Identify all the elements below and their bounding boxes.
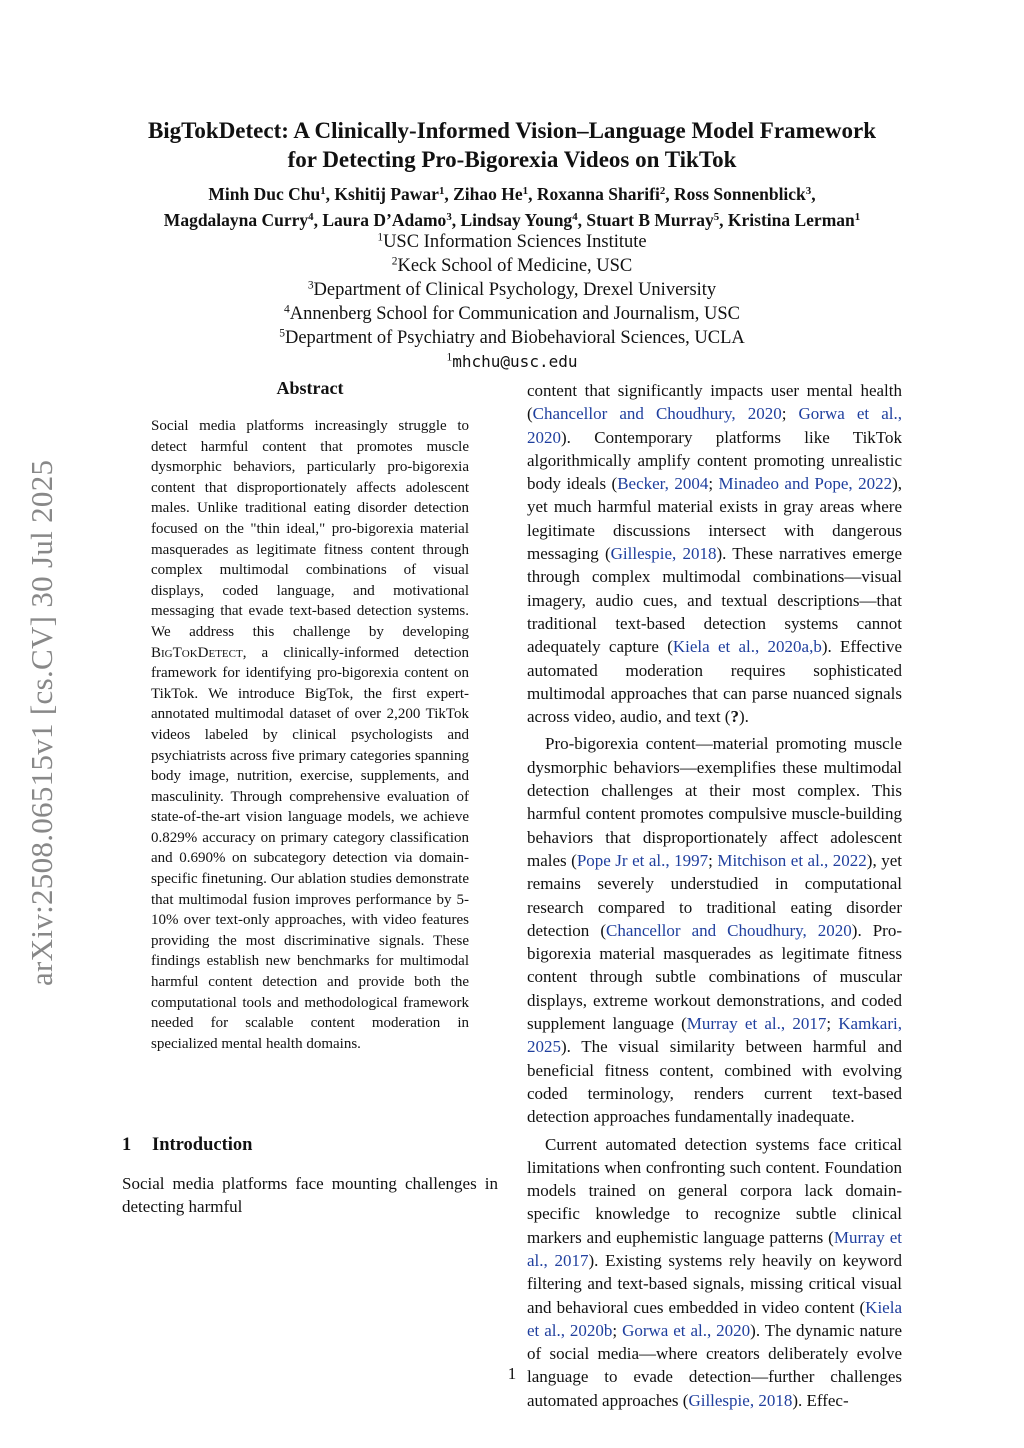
- author: Ross Sonnenblick$^3$: [674, 184, 812, 204]
- title-line-2: for Detecting Pro-Bigorexia Videos on TikTok: [287, 147, 737, 172]
- citation-link[interactable]: Kiela et al., 2020a,b: [672, 637, 822, 657]
- body-column-left: [122, 1172, 498, 1219]
- citation-link[interactable]: Gorwa et al., 2020: [527, 404, 902, 447]
- citation-link[interactable]: Chancellor and Choudhury, 2020: [605, 920, 852, 940]
- title-line-1: BigTokDetect: A Clinically-Informed Vision–Language Model Framework: [147, 118, 877, 143]
- affiliation: $^1$USC Information Sciences Institute: [377, 231, 647, 252]
- citation-link[interactable]: Murray et al., 2017: [527, 1227, 902, 1270]
- section-heading-introduction: 1 Introduction: [122, 1135, 253, 1155]
- citation-link[interactable]: Gillespie, 2018: [610, 544, 717, 564]
- author: Zihao He$^1$: [453, 184, 529, 204]
- citation-link[interactable]: Kamkari, 2025: [527, 1014, 902, 1057]
- email[interactable]: $^1$mhchu@usc.edu: [446, 351, 578, 371]
- paper-title: [90, 116, 934, 174]
- intro-paragraph-1-start: Social media platforms face mounting challenges in detecting harmful: [122, 1174, 498, 1217]
- affiliation: $^5$Department of Psychiatry and Biobehavioral Sciences, UCLA: [279, 327, 745, 348]
- citation-link[interactable]: Gillespie, 2018: [688, 1390, 793, 1410]
- citation-link[interactable]: Mitchison et al., 2022: [717, 850, 867, 870]
- body-column-right: [527, 379, 902, 1412]
- system-name: BigTokDetect: [151, 644, 243, 661]
- author: Kshitij Pawar$^1$: [334, 184, 445, 204]
- unresolved-citation: ?: [730, 707, 739, 727]
- page-number: 1: [507, 1364, 517, 1383]
- affiliation-list: [90, 230, 934, 374]
- author: Lindsay Young$^4$: [460, 210, 578, 230]
- author: Minh Duc Chu$^1$: [208, 184, 326, 204]
- intro-paragraph-1-end: content that significantly impacts user mental health (Chancellor and Choudhury, 2020; Gorwa et al., 2020). Contemporary platforms like TikTok algorithmically amplify content promoting unrealistic body ideals (Becker, 2004; Minadeo and Pope, 2022), yet much harmful material exists in gray areas where legitimate discussions intersect with dangerous messaging (Gillespie, 2018). These narratives emerge through complex multimodal combinations—visual imagery, audio cues, and textual descriptions—that traditional text-based detection systems cannot adequately capture (Kiela et al., 2020a,b). Effective automated moderation requires sophisticated multimodal approaches that can parse nuanced signals across video, audio, and text (?).: [527, 381, 902, 727]
- abstract-heading: Abstract: [276, 378, 344, 398]
- author: Laura D’Adamo$^3$: [322, 210, 452, 230]
- author: Kristina Lerman$^1$: [727, 210, 861, 230]
- author: Magdalayna Curry$^4$: [163, 210, 314, 230]
- intro-paragraph-3: Current automated detection systems face critical limitations when confronting such content. Foundation models trained on general corpora lack domain-specific knowledge to recognize subtle clinical markers and euphemistic language patterns (Murray et al., 2017). Existing systems rely heavily on keyword filtering and text-based signals, missing critical visual and behavioral cues embedded in video content (Kiela et al., 2020b; Gorwa et al., 2020). The dynamic nature of social media—where creators deliberately evolve language to evade detection—further challenges automated approaches (Gillespie, 2018). Effec-: [527, 1134, 902, 1410]
- arxiv-identifier: arXiv:2508.06515v1 [cs.CV] 30 Jul 2025: [24, 459, 59, 987]
- intro-paragraph-2: Pro-bigorexia content—material promoting muscle dysmorphic behaviors—exemplifies these multimodal detection challenges at their most complex. This harmful content promotes compulsive muscle-building behaviors that disproportionately affect adolescent males (Pope Jr et al., 1997; Mitchison et al., 2022), yet remains severely understudied in computational research compared to traditional eating disorder detection (Chancellor and Choudhury, 2020). Pro-bigorexia material masquerades as legitimate fitness content through subtle combinations of muscular displays, extreme workout demonstrations, and coded supplement language (Murray et al., 2017; Kamkari, 2025). The visual similarity between harmful and beneficial fitness content, combined with evolving coded terminology, renders current text-based detection approaches fundamentally inadequate.: [527, 734, 902, 1127]
- affiliation: $^4$Annenberg School for Communication and Journalism, USC: [283, 303, 741, 324]
- citation-link[interactable]: Gorwa et al., 2020: [622, 1320, 751, 1340]
- author-list: Minh Duc Chu$^1$, Kshitij Pawar$^1$, Zihao He$^1$, Roxanna Sharifi$^2$, Ross Sonnenblick$^3$, Magdalayna Curry$^4$, Laura D’Adamo$^3$, Lindsay Young$^4$, Stuart B Murray$^5$, Kristina Lerman$^1$: [163, 184, 861, 230]
- author: Stuart B Murray$^5$: [586, 210, 720, 230]
- citation-link[interactable]: Pope Jr et al., 1997: [576, 850, 709, 870]
- citation-link[interactable]: Murray et al., 2017: [686, 1014, 827, 1034]
- citation-link[interactable]: Becker, 2004: [617, 474, 709, 494]
- citation-link[interactable]: Chancellor and Choudhury, 2020: [532, 404, 782, 424]
- citation-link[interactable]: Minadeo and Pope, 2022: [718, 474, 893, 494]
- affiliation: $^3$Department of Clinical Psychology, Drexel University: [307, 279, 717, 300]
- author: Roxanna Sharifi$^2$: [536, 184, 666, 204]
- affiliation: $^2$Keck School of Medicine, USC: [391, 255, 633, 276]
- citation-link[interactable]: Kiela et al., 2020b: [527, 1297, 902, 1340]
- abstract-text: Social media platforms increasingly struggle to detect harmful content that promotes muscle dysmorphic behaviors, particularly pro-bigorexia content that disproportionately affects adolescent males. Unlike traditional eating disorder detection focused on the "thin ideal," pro-bigorexia material masquerades as legitimate fitness content through complex multimodal combinations of visual displays, coded language, and motivational messaging that evade text-based detection systems. We address this challenge by developing BigTokDetect, a clinically-informed detection framework for identifying pro-bigorexia content on TikTok. We introduce BigTok, the first expert-annotated multimodal dataset of over 2,200 TikTok videos labeled by clinical psychologists and psychiatrists across five primary categories spanning body image, nutrition, exercise, supplements, and masculinity. Through comprehensive evaluation of state-of-the-art vision language models, we achieve 0.829% accuracy on primary category classification and 0.690% on subcategory detection via domain-specific finetuning. Our ablation studies demonstrate that multimodal fusion improves performance by 5-10% over text-only approaches, with video features providing the most discriminative signals. These findings establish new benchmarks for multimodal harmful content detection and provide both the computational tools and methodological framework needed for scalable content moderation in specialized mental health domains.: [151, 418, 469, 1052]
